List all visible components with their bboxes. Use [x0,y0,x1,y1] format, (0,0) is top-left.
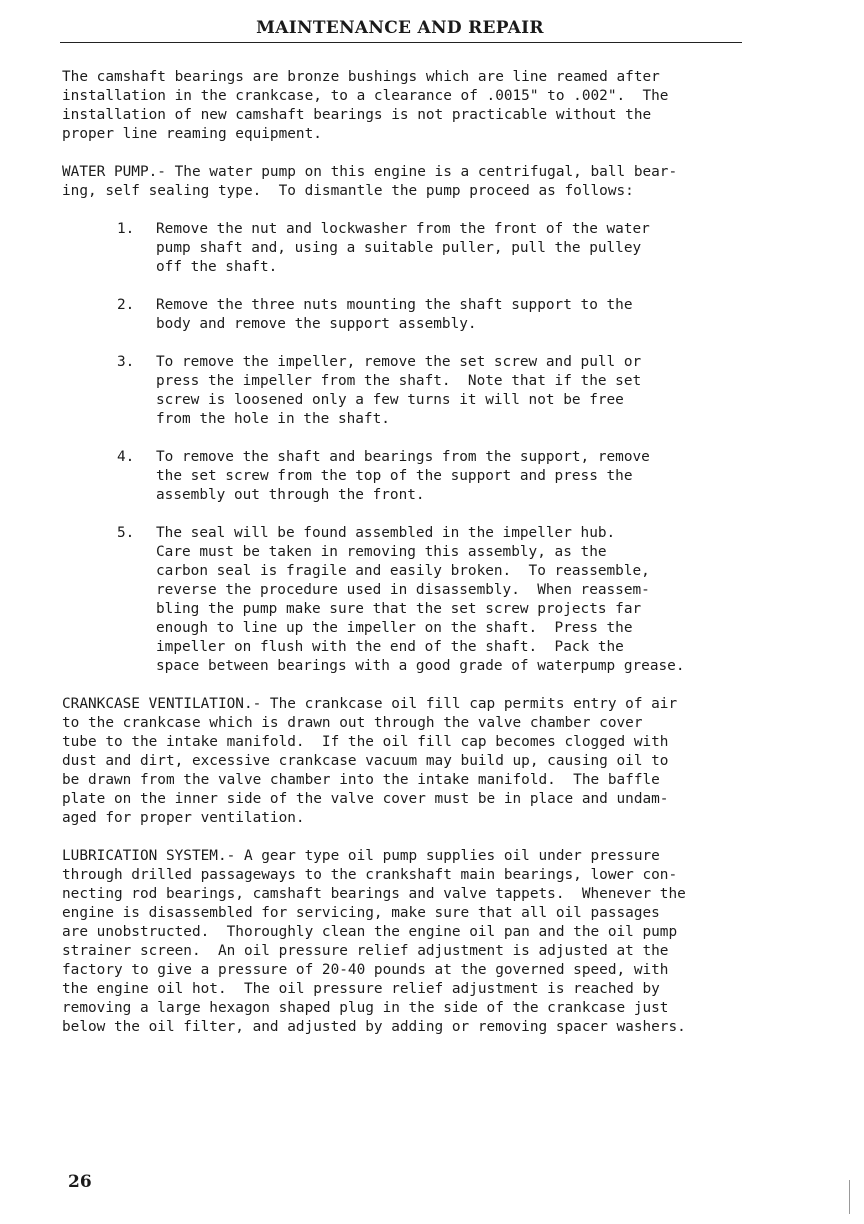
text-line: LUBRICATION SYSTEM.- A gear type oil pump supplies oil under pressure [62,848,660,864]
step-item [62,524,752,676]
text-line: ing, self sealing type. To dismantle the pump proceed as follows: [62,183,634,199]
text-line: impeller on flush with the end of the shaft. Pack the [156,639,624,655]
text-line: be drawn from the valve chamber into the intake manifold. The baffle [62,772,660,788]
text-line: are unobstructed. Thoroughly clean the engine oil pan and the oil pump [62,924,678,940]
text-line: To remove the shaft and bearings from the support, remove [156,449,650,465]
step-text [156,524,752,676]
text-line: factory to give a pressure of 20-40 pounds at the governed speed, with [62,962,669,978]
crankcase-ventilation-paragraph [62,695,752,828]
step-item [62,353,752,429]
step-item [62,448,752,505]
lubrication-system-paragraph [62,847,752,1037]
header-rule [60,42,742,43]
step-number: 1. [117,221,135,237]
text-line: CRANKCASE VENTILATION.- The crankcase oil fill cap permits entry of air [62,696,678,712]
step-item [62,296,752,334]
text-line: from the hole in the shaft. [156,411,390,427]
step-text [156,220,752,277]
text-line: installation of new camshaft bearings is not practicable without the [62,107,652,123]
text-line: bling the pump make sure that the set screw projects far [156,601,642,617]
step-item [62,220,752,277]
text-line: body and remove the support assembly. [156,316,477,332]
document-body [62,68,752,1056]
text-line: to the crankcase which is drawn out through the valve chamber cover [62,715,643,731]
text-line: press the impeller from the shaft. Note that if the set [156,373,642,389]
text-line: engine is disassembled for servicing, make sure that all oil passages [62,905,660,921]
page-header: MAINTENANCE AND REPAIR [256,18,544,38]
scan-edge-mark [849,1180,850,1214]
text-line: the set screw from the top of the support and press the [156,468,633,484]
step-text [156,448,752,505]
text-line: off the shaft. [156,259,278,275]
text-line: Remove the three nuts mounting the shaft support to the [156,297,633,313]
step-number: 3. [117,354,135,370]
text-line: installation in the crankcase, to a clearance of .0015" to .002". The [62,88,669,104]
text-line: the engine oil hot. The oil pressure relief adjustment is reached by [62,981,660,997]
text-line: enough to line up the impeller on the shaft. Press the [156,620,633,636]
text-line: through drilled passageways to the crankshaft main bearings, lower con- [62,867,678,883]
intro-paragraph [62,68,752,144]
text-line: proper line reaming equipment. [62,126,322,142]
text-line: carbon seal is fragile and easily broken. To reassemble, [156,563,650,579]
text-line: The camshaft bearings are bronze bushings which are line reamed after [62,69,660,85]
step-number: 2. [117,297,135,313]
text-line: dust and dirt, excessive crankcase vacuum may build up, causing oil to [62,753,669,769]
step-text [156,296,752,334]
text-line: strainer screen. An oil pressure relief adjustment is adjusted at the [62,943,669,959]
text-line: plate on the inner side of the valve cover must be in place and undam- [62,791,669,807]
page-number: 26 [68,1172,92,1192]
text-line: aged for proper ventilation. [62,810,305,826]
text-line: below the oil filter, and adjusted by adding or removing spacer washers. [62,1019,686,1035]
text-line: assembly out through the front. [156,487,425,503]
step-number: 5. [117,525,135,541]
text-line: pump shaft and, using a suitable puller, pull the pulley [156,240,642,256]
text-line: To remove the impeller, remove the set screw and pull or [156,354,642,370]
text-line: The seal will be found assembled in the impeller hub. [156,525,616,541]
text-line: screw is loosened only a few turns it will not be free [156,392,624,408]
text-line: Remove the nut and lockwasher from the front of the water [156,221,650,237]
text-line: tube to the intake manifold. If the oil fill cap becomes clogged with [62,734,669,750]
water-pump-paragraph [62,163,752,201]
step-text [156,353,752,429]
text-line: removing a large hexagon shaped plug in the side of the crankcase just [62,1000,669,1016]
text-line: reverse the procedure used in disassembly. When reassem- [156,582,650,598]
text-line: Care must be taken in removing this assembly, as the [156,544,607,560]
text-line: space between bearings with a good grade of waterpump grease. [156,658,685,674]
text-line: WATER PUMP.- The water pump on this engine is a centrifugal, ball bear- [62,164,678,180]
text-line: necting rod bearings, camshaft bearings and valve tappets. Whenever the [62,886,686,902]
step-number: 4. [117,449,135,465]
